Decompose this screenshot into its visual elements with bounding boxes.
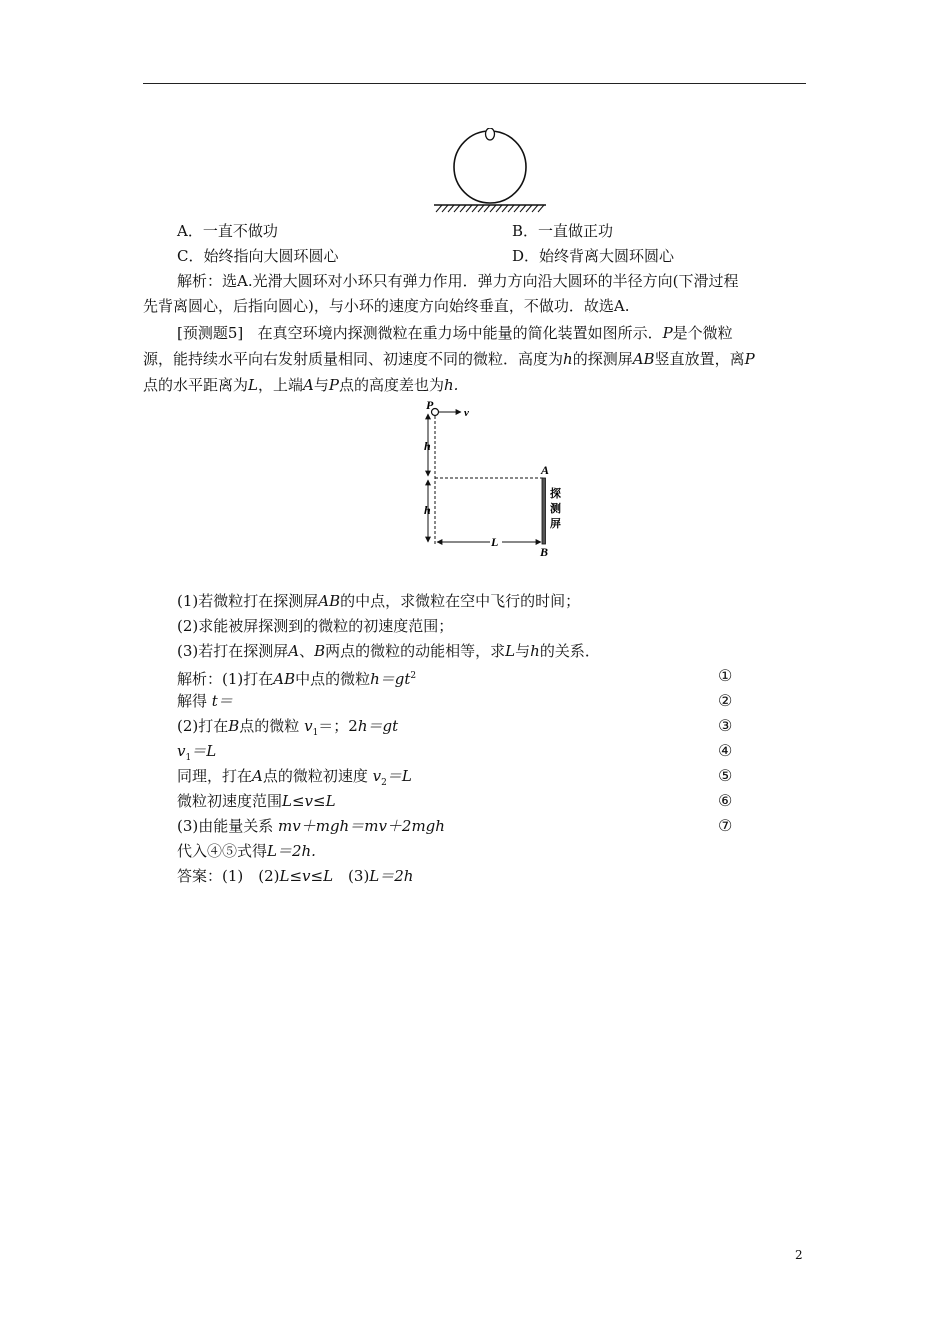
question-2: (2)求能被屏探测到的微粒的初速度范围；: [177, 617, 454, 635]
problem-line3: 点的水平距离为L，上端A与P点的高度差也为h.: [143, 376, 459, 394]
screen-label-1: 探: [550, 487, 561, 500]
label-v: v: [464, 407, 469, 419]
analysis1-line2: 先背离圆心，后指向圆心)，与小环的速度方向始终垂直，不做功．故选A.: [143, 297, 630, 315]
problem-tag: [预测题5]: [177, 324, 244, 342]
question-3: (3)若打在探测屏A、B两点的微粒的动能相等，求L与h的关系．: [177, 642, 600, 660]
small-ring: [486, 128, 495, 140]
option-b: B．一直做正功: [512, 222, 614, 240]
ground-hatch: [436, 205, 544, 212]
problem-line1: [预测题5] 在真空环境内探测微粒在重力场中能量的简化装置如图所示．P是个微粒: [177, 324, 733, 342]
solution-step-8: 代入④⑤式得L＝2h.: [177, 842, 316, 860]
solution-step-2: 解得 t＝: [177, 692, 233, 710]
option-a: A．一直不做功: [177, 222, 278, 240]
marker-1: ①: [718, 666, 733, 685]
detector-figure: [395, 394, 575, 560]
marker-3: ③: [718, 716, 733, 735]
label-b: B: [540, 545, 549, 559]
detector-screen: [542, 478, 546, 544]
solution-step-1: 解析：(1)打在AB中点的微粒$h=gt^2$: [177, 670, 417, 688]
label-a: A: [541, 463, 550, 477]
page-number: 2: [795, 1248, 803, 1262]
solution-step-3: (2)打在B点的微粒 $v_1=$；2h＝gt: [177, 717, 399, 738]
solution-step-4: $v_1=L$: [177, 742, 217, 763]
screen-label-3: 屏: [550, 517, 561, 530]
header-rule: [143, 83, 806, 84]
option-d: D．始终背离大圆环圆心: [512, 247, 675, 265]
marker-7: ⑦: [718, 816, 733, 835]
label-l: L: [491, 535, 499, 549]
solution-step-6: 微粒初速度范围L≤v≤L: [177, 792, 336, 810]
marker-4: ④: [718, 741, 733, 760]
ring-figure: [430, 128, 550, 214]
analysis1-line1: 解析：选A.光滑大圆环对小环只有弹力作用．弹力方向沿大圆环的半径方向(下滑过程: [177, 272, 739, 290]
marker-6: ⑥: [718, 791, 733, 810]
label-h-lower: h: [424, 503, 431, 517]
answer-line: 答案：(1) (2)L≤v≤L (3)L＝2h: [177, 867, 414, 885]
option-c: C．始终指向大圆环圆心: [177, 247, 339, 265]
question-1: (1)若微粒打在探测屏AB的中点，求微粒在空中飞行的时间；: [177, 592, 581, 610]
marker-5: ⑤: [718, 766, 733, 785]
marker-2: ②: [718, 691, 733, 710]
solution-step-7: (3)由能量关系 mv＋mgh＝mv＋2mgh: [177, 817, 445, 835]
problem-line2: 源，能持续水平向右发射质量相同、初速度不同的微粒．高度为h的探测屏AB竖直放置，离P: [143, 350, 755, 368]
large-ring: [454, 131, 526, 203]
solution-step-5: 同理，打在A点的微粒初速度 $v_2=L$: [177, 767, 412, 788]
screen-label-2: 测: [550, 502, 561, 515]
label-h-upper: h: [424, 439, 431, 453]
label-p: P: [426, 398, 434, 412]
